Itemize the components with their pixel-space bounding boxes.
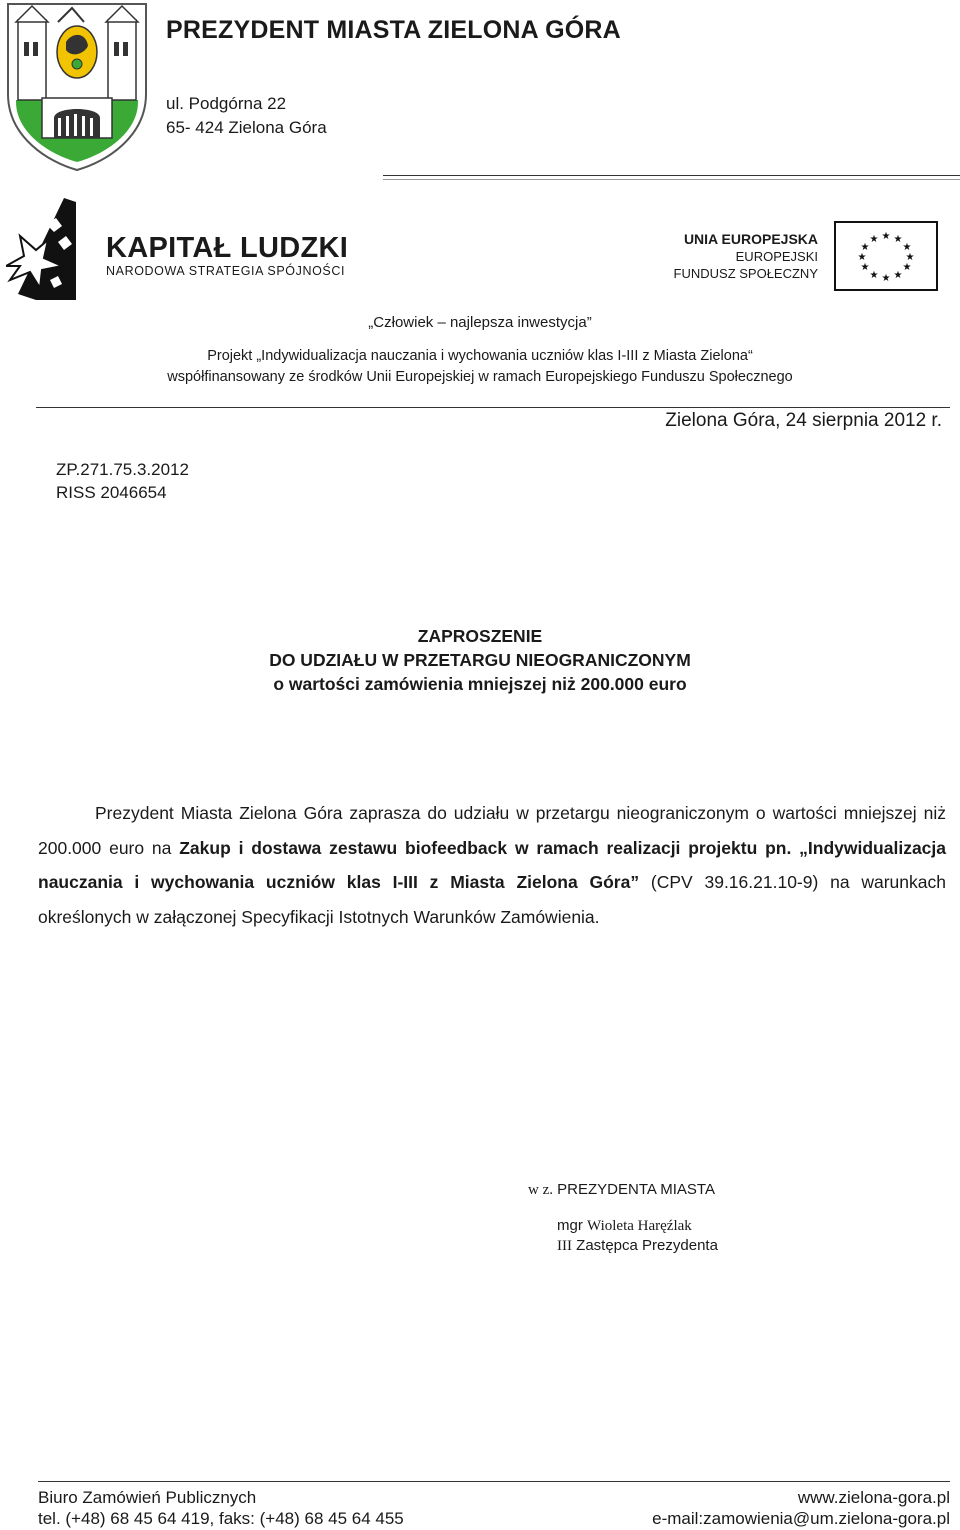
footer-website-link[interactable]: www.zielona-gora.pl <box>797 1488 950 1507</box>
header-divider-2 <box>383 179 960 180</box>
footer-divider <box>38 1481 950 1482</box>
address-line-2: 65- 424 Zielona Góra <box>166 118 327 137</box>
svg-text:★: ★ <box>902 242 912 253</box>
svg-text:★: ★ <box>860 262 870 273</box>
invitation-body <box>38 796 946 934</box>
heading-line-3: o wartości zamówienia mniejszej niż 200.000 euro <box>273 674 687 694</box>
footer-email-link[interactable]: e-mail:zamowienia@um.zielona-gora.pl <box>652 1509 950 1528</box>
signatory-degree: mgr <box>557 1217 583 1234</box>
signatory-role-text: Zastępca Prezydenta <box>576 1237 718 1254</box>
body-text-2: (CPV 39.16.21.10-9) na warunkach określonych w załączonej Specyfikacji Istotnych Warunków Zamówienia. <box>38 872 946 927</box>
program-motto: „Człowiek – najlepsza inwestycja” <box>368 314 592 331</box>
body-subject: Zakup i dostawa zestawu biofeedback w ramach realizacji projektu pn. „Indywidualizacja nauczania i wychowania uczniów klas I-III z Miasta Zielona Góra” <box>38 837 947 892</box>
footer-phone: tel. (+48) 68 45 64 419, faks: (+48) 68 45 64 455 <box>38 1509 404 1528</box>
svg-text:★: ★ <box>857 252 867 263</box>
issuer-address <box>166 92 327 140</box>
project-line-2: współfinansowany ze środków Unii Europejskiej w ramach Europejskiego Funduszu Społecznego <box>167 369 793 385</box>
coat-of-arms-icon <box>6 2 148 172</box>
kapital-ludzki-title: KAPITAŁ LUDZKI <box>106 232 349 264</box>
reference-numbers <box>56 458 189 504</box>
document-heading <box>0 624 960 696</box>
signatory-role-prefix: III <box>557 1238 572 1254</box>
signatory-fullname: Wioleta Haręźlak <box>587 1218 692 1234</box>
eu-fund-label <box>674 231 818 282</box>
signature-prefix: w z. <box>528 1182 553 1198</box>
eu-line-1: UNIA EUROPEJSKA <box>683 231 818 247</box>
svg-text:★: ★ <box>869 234 879 245</box>
eu-flag-icon <box>834 221 938 291</box>
issuer-title: PREZYDENT MIASTA ZIELONA GÓRA <box>166 16 621 44</box>
svg-text:★: ★ <box>881 273 891 284</box>
kapital-ludzki-star-icon <box>6 196 78 302</box>
eu-line-3: FUNDUSZ SPOŁECZNY <box>673 266 818 281</box>
body-text-1: Prezydent Miasta Zielona Góra zaprasza do udziału w przetargu nieograniczonym o wartości mniejszej niż 200.000 euro na <box>38 803 946 858</box>
signature-heading <box>528 1181 715 1199</box>
svg-text:★: ★ <box>905 252 915 263</box>
svg-text:★: ★ <box>893 234 903 245</box>
reference-zp: ZP.271.75.3.2012 <box>56 460 189 479</box>
heading-line-1: ZAPROSZENIE <box>417 626 543 646</box>
eu-line-2: EUROPEJSKI <box>735 249 818 264</box>
project-divider <box>36 407 950 408</box>
header-divider <box>383 175 960 176</box>
svg-text:★: ★ <box>860 242 870 253</box>
footer-office: Biuro Zamówień Publicznych <box>38 1488 257 1507</box>
kapital-ludzki-subtitle: NARODOWA STRATEGIA SPÓJNOŚCI <box>106 264 346 278</box>
signature-title: PREZYDENTA MIASTA <box>557 1181 715 1198</box>
svg-text:★: ★ <box>893 270 903 281</box>
heading-line-2: DO UDZIAŁU W PRZETARGU NIEOGRANICZONYM <box>269 650 691 670</box>
project-info <box>0 346 960 388</box>
svg-text:★: ★ <box>881 231 891 242</box>
project-line-1: Projekt „Indywidualizacja nauczania i wychowania uczniów klas I-III z Miasta Zielona“ <box>207 348 753 364</box>
body-paragraph <box>38 796 946 934</box>
svg-text:★: ★ <box>869 270 879 281</box>
signatory-role <box>557 1237 718 1255</box>
address-line-1: ul. Podgórna 22 <box>166 94 287 113</box>
reference-riss: RISS 2046654 <box>56 483 167 502</box>
document-date: Zielona Góra, 24 sierpnia 2012 r. <box>665 410 942 431</box>
signatory-name <box>557 1217 692 1235</box>
svg-text:★: ★ <box>902 262 912 273</box>
